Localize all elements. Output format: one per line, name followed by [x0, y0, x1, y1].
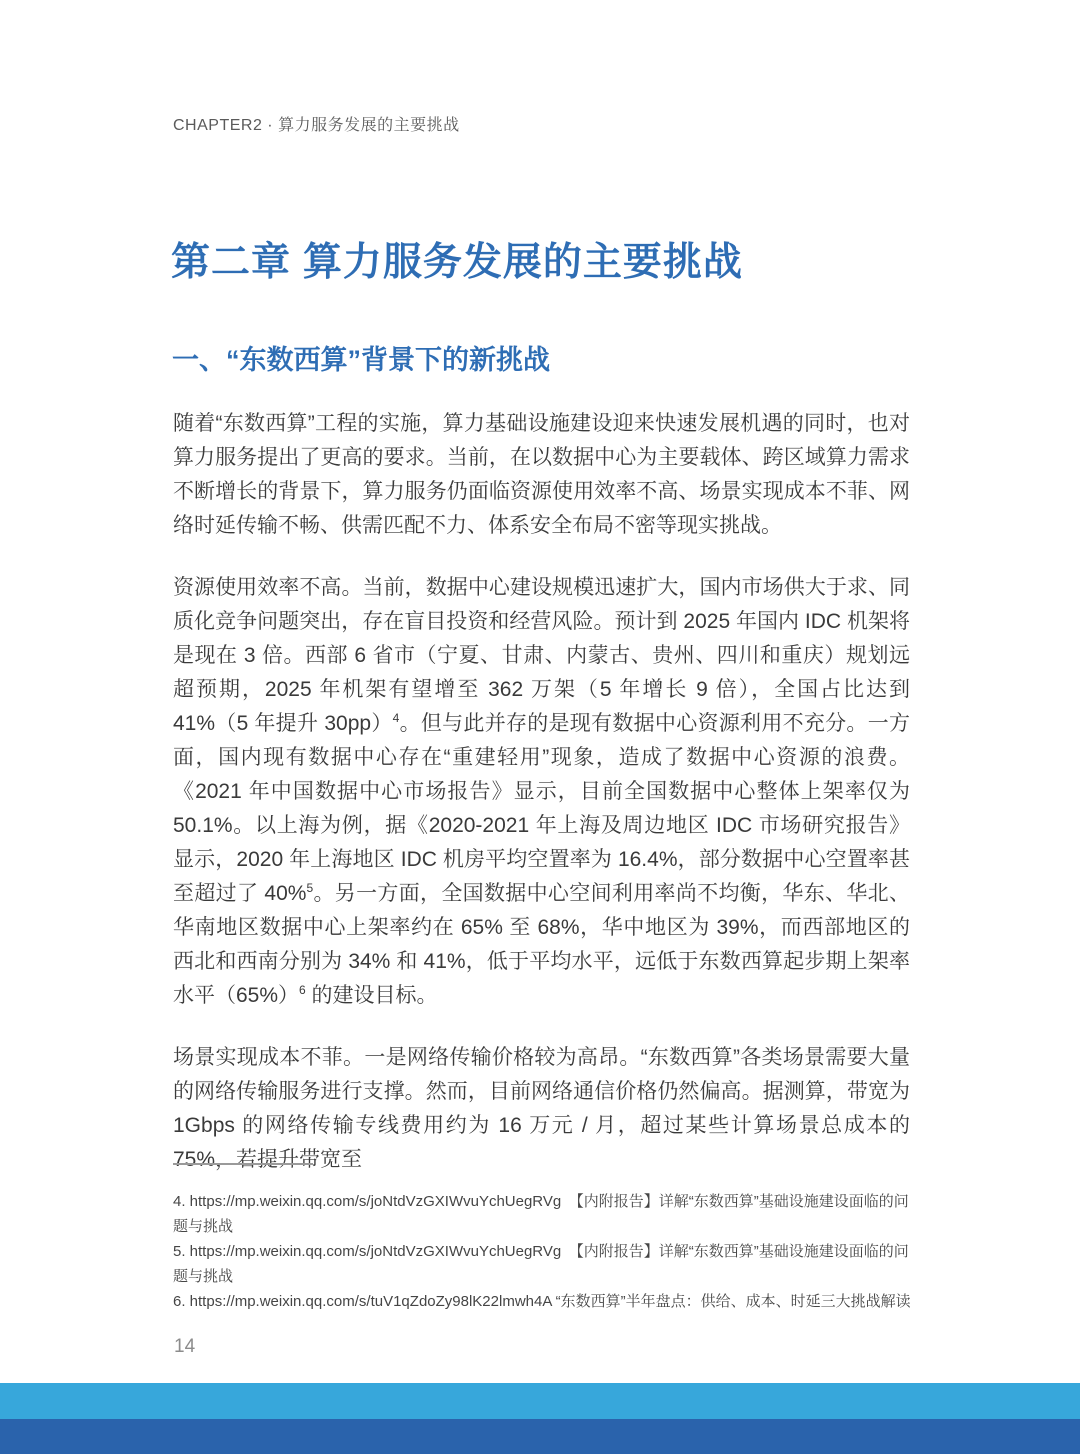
footnotes-section: [173, 1163, 913, 1314]
footnote-4: 4. https://mp.weixin.qq.com/s/joNtdVzGXIWvuYchUegRVg 【内附报告】详解“东数西算”基础设施建设面临的问题与挑战: [173, 1193, 909, 1235]
paragraph-intro: 随着“东数西算”工程的实施，算力基础设施建设迎来快速发展机遇的同时，也对算力服务提出了更高的要求。当前，在以数据中心为主要载体、跨区域算力需求不断增长的背景下，算力服务仍面临资源使用效率不高、场景实现成本不菲、网络时延传输不畅、供需匹配不力、体系安全布局不密等现实挑战。: [173, 412, 910, 537]
footnote-6: 6. https://mp.weixin.qq.com/s/tuV1qZdoZy98lK22lmwh4A “东数西算”半年盘点：供给、成本、时延三大挑战解读: [173, 1293, 911, 1310]
body-text-block: [173, 407, 910, 1205]
footnote-ref-4: 4: [392, 711, 400, 725]
footnote-ref-5: 5: [306, 881, 314, 895]
footnote-5: 5. https://mp.weixin.qq.com/s/joNtdVzGXIWvuYchUegRVg 【内附报告】详解“东数西算”基础设施建设面临的问题与挑战: [173, 1243, 909, 1285]
footer-bar-light-blue: [0, 1383, 1080, 1419]
chapter-title: 第二章 算力服务发展的主要挑战: [171, 241, 743, 284]
footer-bar-dark-blue: [0, 1419, 1080, 1454]
footnote-ref-6: 6: [299, 983, 306, 997]
footnote-divider: [173, 1163, 313, 1165]
paragraph-scenario-cost: 场景实现成本不菲。一是网络传输价格较为高昂。“东数西算”各类场景需要大量的网络传输服务进行支撑。然而，目前网络通信价格仍然偏高。据测算，带宽为 1Gbps 的网络传输专线费用约为 16 万元 / 月，超过某些计算场景总成本的 75%，若提升带宽至: [173, 1046, 910, 1171]
running-header-text: CHAPTER2 · 算力服务发展的主要挑战: [173, 117, 460, 134]
paragraph-resource-efficiency: 资源使用效率不高。当前，数据中心建设规模迅速扩大，国内市场供大于求、同质化竞争问题突出，存在盲目投资和经营风险。预计到 2025 年国内 IDC 机架将是现在 3 倍。西部 6 省市（宁夏、甘肃、内蒙古、贵州、四川和重庆）规划远超预期，2025 年机架有望增至 362 万架（5 年增长 9 倍），全国占比达到 41%（5 年提升 30pp）$^4$。但与此并存的是现有数据中心资源利用不充分。一方面，国内现有数据中心存在“重建轻用”现象，造成了数据中心资源的浪费。《2021 年中国数据中心市场报告》显示，目前全国数据中心整体上架率仅为 50.1%。以上海为例，据《2020-2021 年上海及周边地区 IDC 市场研究报告》显示，2020 年上海地区 IDC 机房平均空置率为 16.4%，部分数据中心空置率甚至超过了 40%$^5$。另一方面，全国数据中心空间利用率尚不均衡，华东、华北、华南地区数据中心上架率约在 65% 至 68%，华中地区为 39%，而西部地区的西北和西南分别为 34% 和 41%，低于平均水平，远低于东数西算起步期上架率水平$(65\%)^6$ 的建设目标。: [173, 576, 910, 1007]
page-number: 14: [174, 1336, 196, 1357]
section-heading: 一、“东数西算”背景下的新挑战: [172, 345, 550, 375]
page-footer: [0, 1383, 1080, 1454]
running-header: [173, 112, 460, 135]
